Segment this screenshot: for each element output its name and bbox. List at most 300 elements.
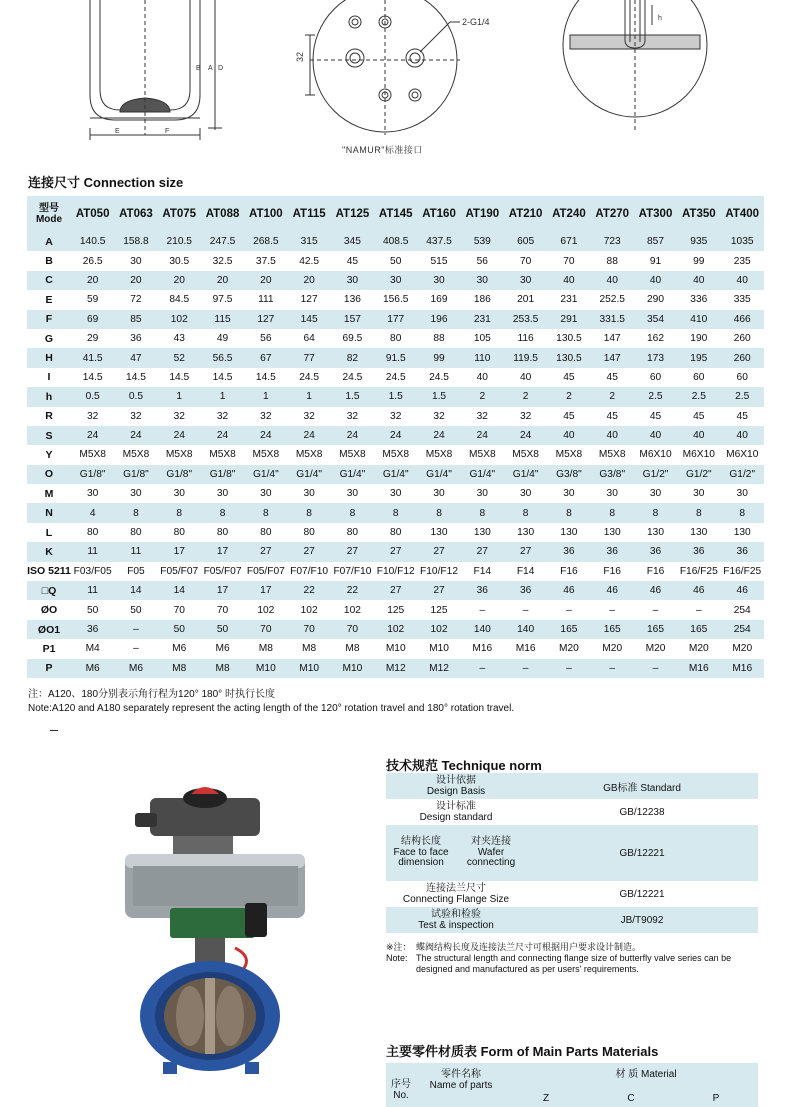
parts-materials-table [386, 1063, 758, 1107]
table-cell: G1/8" [114, 465, 157, 484]
table-cell: 36 [461, 581, 504, 600]
table-cell: 24 [504, 426, 547, 445]
table-cell: 410 [677, 310, 720, 329]
table-row [27, 445, 764, 464]
table-cell: 345 [331, 232, 374, 251]
table-cell: 8 [331, 503, 374, 522]
connection-size-table [27, 196, 764, 678]
table-cell: 37.5 [255, 255, 276, 267]
table-row [27, 368, 764, 387]
table-cell: 40 [476, 371, 488, 383]
model-header-cell: AT190 [461, 196, 504, 232]
note-text-cn: 蝶阀结构长度及连接法兰尺寸可根据用户要求设计制造。 [416, 942, 642, 952]
table-cell: 24.5 [385, 371, 406, 383]
table-cell: M6X10 [639, 449, 672, 461]
table-cell: F10/F12 [376, 565, 415, 577]
table-cell: 354 [634, 310, 677, 329]
table-cell: M5X8 [469, 449, 496, 461]
table-cell: 140.5 [71, 232, 114, 251]
table-cell: 162 [647, 333, 664, 345]
table-cell: M5X8 [339, 449, 366, 461]
tech-row [386, 825, 758, 881]
table-cell: 43 [173, 333, 185, 345]
table-cell: M6X10 [726, 449, 759, 461]
model-header-cell: AT075 [158, 196, 201, 232]
table-cell: 20 [114, 271, 157, 290]
table-cell: 32 [216, 410, 229, 422]
table-cell: 20 [244, 271, 287, 290]
tech-row [386, 799, 758, 825]
model-header-cell: AT350 [677, 196, 720, 232]
table-cell: 46 [720, 581, 764, 600]
row-label: A [27, 232, 71, 251]
table-cell: 14.5 [255, 371, 276, 383]
table-cell: 2 [547, 387, 590, 406]
namur-caption: "NAMUR"标准接口 [342, 145, 423, 155]
table-cell: 24.5 [299, 371, 320, 383]
tech-label-cn: 结构长度 [401, 836, 441, 848]
table-cell: G1/4" [331, 465, 374, 484]
row-label: ØO [40, 604, 58, 617]
table-cell: F10/F12 [420, 565, 458, 577]
table-cell: 115 [201, 310, 244, 329]
table-cell: 331.5 [591, 310, 634, 329]
row-label: S [27, 426, 71, 445]
table-cell: 50 [201, 620, 244, 639]
table-cell: F05/F07 [160, 565, 199, 577]
table-cell: 11 [71, 542, 114, 561]
table-row [27, 426, 764, 445]
table-cell: M16 [720, 659, 764, 678]
divider-dash [50, 730, 58, 731]
parts-col-c: C [627, 1093, 635, 1104]
table-cell: 254 [733, 604, 751, 616]
table-cell: F14 [473, 565, 492, 577]
table-cell: 127 [244, 310, 287, 329]
table-cell: 1 [287, 387, 330, 406]
table-cell: 22 [287, 581, 330, 600]
table-cell: 515 [430, 255, 448, 267]
table-cell: 60 [649, 371, 662, 383]
table-cell: M16 [677, 659, 720, 678]
tech-value: GB标准 Standard [603, 782, 681, 794]
table-cell: 130 [647, 527, 664, 539]
table-cell: 36 [591, 542, 634, 561]
table-cell: M8 [302, 643, 317, 655]
table-cell: – [479, 604, 486, 616]
tech-label-en: Wafer connecting [466, 846, 516, 869]
table-cell: 247.5 [201, 232, 244, 251]
table-cell: 111 [258, 294, 274, 306]
table-cell: 2 [591, 387, 634, 406]
technique-note [386, 942, 758, 975]
table-cell: 24 [158, 426, 201, 445]
table-row [27, 310, 764, 329]
table-cell: 30 [390, 488, 402, 500]
table-cell: M6X10 [682, 449, 715, 461]
table-cell: – [591, 659, 634, 678]
table-cell: 8 [287, 503, 330, 522]
table-cell: 17 [244, 581, 287, 600]
table-cell: 231 [461, 310, 504, 329]
table-cell: 32 [519, 410, 532, 422]
table-cell: 14 [158, 581, 201, 600]
table-cell: 32 [86, 410, 99, 422]
tech-label-cn: 连接法兰尺寸 [426, 883, 486, 894]
parts-no-cn: 序号 [391, 1079, 411, 1090]
row-label: M [44, 487, 54, 500]
table-cell: 27 [331, 542, 374, 561]
table-cell: M10 [385, 643, 406, 655]
table-cell: 27 [374, 581, 417, 600]
table-cell: 46 [634, 581, 677, 600]
table-cell: 47 [114, 348, 157, 367]
table-cell: 24.5 [342, 371, 363, 383]
row-label: O [27, 465, 71, 484]
table-cell: 59 [86, 294, 99, 306]
table-cell: M10 [429, 643, 449, 655]
table-cell: 45 [606, 410, 618, 422]
tech-row [386, 881, 758, 907]
table-cell: 136 [343, 294, 361, 306]
table-cell: 36 [71, 620, 114, 639]
table-cell: 130 [733, 527, 751, 539]
model-header-cell: AT088 [201, 196, 244, 232]
table-cell: F03/F05 [73, 565, 112, 577]
table-cell: 130.5 [547, 348, 590, 367]
table-cell: M8 [345, 643, 360, 655]
model-header-cell: AT115 [287, 196, 330, 232]
tech-label-en: Test & inspection [418, 920, 494, 931]
table-cell: 67 [244, 348, 287, 367]
table-cell: F05/F07 [246, 565, 285, 577]
table-cell: M8 [201, 659, 244, 678]
row-label: H [27, 348, 71, 367]
table-cell: G1/4" [244, 465, 287, 484]
table-cell: M8 [258, 643, 273, 655]
table-cell: 2 [504, 387, 547, 406]
table-cell: 80 [130, 527, 142, 539]
tech-value: GB/12221 [619, 888, 665, 900]
table-cell: 8 [634, 503, 677, 522]
table-cell: 40 [634, 271, 677, 290]
tech-row [386, 907, 758, 933]
table-row [27, 659, 764, 678]
table-cell: 102 [158, 310, 201, 329]
table-cell: 32 [130, 410, 142, 422]
table-cell: F16 [603, 565, 621, 577]
table-cell: 70 [173, 604, 185, 616]
table-row [27, 562, 764, 581]
table-cell: 130.5 [556, 333, 582, 345]
table-cell: G1/4" [417, 465, 460, 484]
row-label: P1 [42, 642, 56, 655]
parts-name-header [426, 1069, 496, 1091]
table-cell: M5X8 [425, 449, 453, 461]
table-cell: 24 [71, 426, 114, 445]
table-cell: G1/4" [287, 465, 330, 484]
table-cell: G1/4" [374, 465, 417, 484]
table-cell: 119.5 [504, 348, 547, 367]
table-cell: 50 [390, 255, 402, 267]
table-cell: 8 [461, 503, 504, 522]
table-cell: 77 [287, 348, 330, 367]
table-cell: 30.5 [169, 255, 190, 267]
table-cell: F14 [516, 565, 535, 577]
table-cell: 64 [303, 333, 315, 345]
table-cell: 1.5 [417, 387, 460, 406]
table-cell: 97.5 [212, 294, 233, 306]
dim-letter-d: D [218, 65, 224, 72]
butterfly-valve-image [115, 778, 350, 1078]
table-cell: 70 [216, 604, 229, 616]
table-cell: 40 [677, 271, 720, 290]
table-cell: 0.5 [71, 387, 114, 406]
table-cell: 1.5 [374, 387, 417, 406]
table-cell: 8 [374, 503, 417, 522]
dim-letter-e: E [115, 128, 120, 135]
table-cell: 30 [331, 271, 374, 290]
table-cell: 27 [287, 542, 330, 561]
table-cell: G1/8" [201, 465, 244, 484]
table-cell: 157 [331, 310, 374, 329]
table-cell: G3/8" [591, 465, 634, 484]
table-cell: M10 [331, 659, 374, 678]
table-cell: 8 [201, 503, 244, 522]
table-cell: 17 [201, 542, 244, 561]
table-cell: 32 [476, 410, 488, 422]
table-cell: 60 [736, 371, 748, 383]
table-cell: 30 [260, 488, 272, 500]
table-cell: M20 [645, 643, 666, 655]
table-cell: F05 [127, 565, 145, 577]
table-cell: 56.5 [201, 348, 244, 367]
model-header-cell: AT125 [331, 196, 374, 232]
model-header-cell: AT160 [417, 196, 460, 232]
table-cell: 125 [387, 604, 405, 616]
table-cell: 60 [693, 371, 705, 383]
namur-interface-drawings [60, 0, 790, 160]
table-cell: 24 [201, 426, 244, 445]
table-cell: – [547, 659, 590, 678]
table-cell: 195 [677, 348, 720, 367]
table-cell: 30 [86, 488, 99, 500]
parts-materials-title: 主要零件材质表 Form of Main Parts Materials [386, 1044, 659, 1059]
table-cell: F07/F10 [333, 565, 372, 577]
model-header-cn: 型号 [39, 203, 59, 214]
table-cell: 260 [720, 348, 764, 367]
table-cell: M6 [215, 643, 230, 655]
table-cell: 201 [517, 294, 535, 306]
table-cell: 140 [461, 620, 504, 639]
model-header-cell: AT270 [591, 196, 634, 232]
table-cell: 11 [114, 542, 157, 561]
table-cell: G1/4" [461, 465, 504, 484]
note-label-cn: ※注： [386, 942, 412, 952]
tech-label-split [386, 837, 526, 869]
table-cell: 8 [591, 503, 634, 522]
table-cell: 116 [517, 333, 534, 345]
tech-value: GB/12238 [619, 806, 665, 818]
row-label: P [27, 659, 71, 678]
tech-label-en: Face to face dimension [393, 846, 449, 869]
tech-label-right [456, 837, 526, 869]
table-cell: 252.5 [599, 294, 625, 306]
model-header-cell: AT210 [504, 196, 547, 232]
table-cell: M20 [732, 643, 753, 655]
table-cell: 56 [476, 255, 488, 267]
table-cell: 24 [461, 426, 504, 445]
table-cell: 72 [130, 294, 142, 306]
table-cell: 723 [591, 232, 634, 251]
table-cell: 4 [71, 503, 114, 522]
table-cell: 147 [591, 348, 634, 367]
table-cell: 127 [300, 294, 318, 306]
table-cell: 466 [720, 310, 764, 329]
table-cell: 8 [158, 503, 201, 522]
table-cell: 32 [346, 410, 359, 422]
table-cell: F16 [560, 565, 578, 577]
table-cell: – [566, 604, 572, 616]
table-cell: 30 [130, 255, 142, 267]
table-cell: 80 [173, 527, 185, 539]
table-cell: M10 [287, 659, 330, 678]
table-cell: 27 [504, 542, 547, 561]
table-cell: G3/8" [547, 465, 590, 484]
table-cell: 45 [693, 410, 705, 422]
table-row [27, 639, 764, 658]
table-cell: 46 [677, 581, 720, 600]
table-row [27, 465, 764, 484]
table-row [27, 290, 764, 309]
table-cell: 45 [563, 410, 575, 422]
row-label: E [45, 293, 53, 306]
table-cell: – [461, 659, 504, 678]
table-row [27, 600, 764, 619]
tech-label-en: Design Basis [426, 786, 486, 797]
table-cell: – [652, 604, 659, 616]
table-cell: 30 [346, 488, 359, 500]
tech-label [386, 798, 526, 826]
table-cell: 80 [260, 527, 272, 539]
table-cell: M4 [85, 643, 100, 655]
table-cell: M10 [244, 659, 287, 678]
table-cell: 671 [547, 232, 590, 251]
table-cell: 99 [417, 348, 460, 367]
table-cell: 42.5 [299, 255, 320, 267]
dim-letter-b: B [196, 65, 201, 72]
table-cell: 29 [86, 333, 99, 345]
table-cell: 30 [374, 271, 417, 290]
table-cell: M5X8 [382, 449, 410, 461]
table-cell: 1 [244, 387, 287, 406]
table-cell: – [695, 604, 702, 616]
table-cell: 336 [690, 294, 708, 306]
table-cell: 50 [130, 604, 142, 616]
table-cell: 268.5 [244, 232, 287, 251]
table-cell: – [504, 659, 547, 678]
table-cell: 80 [86, 527, 99, 539]
table-cell: M5X8 [79, 449, 106, 461]
table-cell: 140 [504, 620, 547, 639]
table-cell: 30 [519, 488, 532, 500]
table-cell: 80 [303, 527, 315, 539]
table-cell: 24 [374, 426, 417, 445]
table-cell: M6 [71, 659, 114, 678]
note-text-en: The structural length and connecting flange size of butterfly valve series can be designed and manufactured as per users' requirements. [416, 953, 732, 974]
tech-label-cn: 设计标准 [436, 801, 476, 812]
table-cell: M5X8 [295, 449, 323, 461]
table-cell: 40 [720, 426, 764, 445]
model-header-en: Mode [35, 214, 63, 225]
table-cell: 158.8 [114, 232, 157, 251]
model-header-cell: AT100 [244, 196, 287, 232]
table-cell: 82 [331, 348, 374, 367]
table-cell: 145 [287, 310, 330, 329]
connection-table-body [27, 196, 764, 678]
table-cell: 27 [417, 581, 460, 600]
table-cell: 88 [606, 255, 618, 267]
table-cell: 41.5 [71, 348, 114, 367]
table-cell: 50 [86, 604, 99, 616]
table-cell: 2 [461, 387, 504, 406]
table-cell: 30 [504, 271, 547, 290]
table-cell: 46 [591, 581, 634, 600]
table-cell: 45 [346, 255, 359, 267]
table-cell: 46 [547, 581, 590, 600]
table-row [27, 581, 764, 600]
table-cell: 935 [677, 232, 720, 251]
table-cell: 22 [331, 581, 374, 600]
table-cell: 130 [560, 527, 578, 539]
row-label: I [47, 371, 51, 384]
table-cell: 231 [560, 294, 578, 306]
table-cell: 291 [547, 310, 590, 329]
table-cell: – [609, 604, 616, 616]
table-cell: 85 [114, 310, 157, 329]
table-row [27, 251, 764, 270]
thread-label: 2-G1/4 [462, 17, 490, 27]
row-label: C [27, 271, 71, 290]
table-cell: 80 [390, 527, 402, 539]
table-cell: 210.5 [158, 232, 201, 251]
table-cell: 30 [417, 271, 460, 290]
table-row [27, 232, 764, 251]
table-cell: F16/F25 [679, 565, 718, 577]
table-cell: 88 [433, 333, 445, 345]
table-cell: M16 [515, 643, 536, 655]
row-label: h [27, 387, 71, 406]
table-cell: 102 [300, 604, 318, 616]
table-cell: M5X8 [252, 449, 280, 461]
table-cell: 40 [547, 426, 590, 445]
table-cell: 91.5 [374, 348, 417, 367]
table-cell: 30 [563, 488, 575, 500]
table-cell: G1/2" [677, 465, 720, 484]
table-cell: 24 [244, 426, 287, 445]
table-cell: 20 [158, 271, 201, 290]
table-cell: 130 [690, 527, 708, 539]
table-cell: 235 [733, 255, 751, 267]
model-header-cell: AT400 [720, 196, 764, 232]
table-row [27, 271, 764, 290]
table-cell: F16 [646, 565, 665, 577]
table-cell: 2.5 [720, 387, 764, 406]
table-cell: M20 [602, 643, 623, 655]
table-cell: 20 [71, 271, 114, 290]
table-cell: 14 [114, 581, 157, 600]
table-cell: 102 [417, 620, 460, 639]
